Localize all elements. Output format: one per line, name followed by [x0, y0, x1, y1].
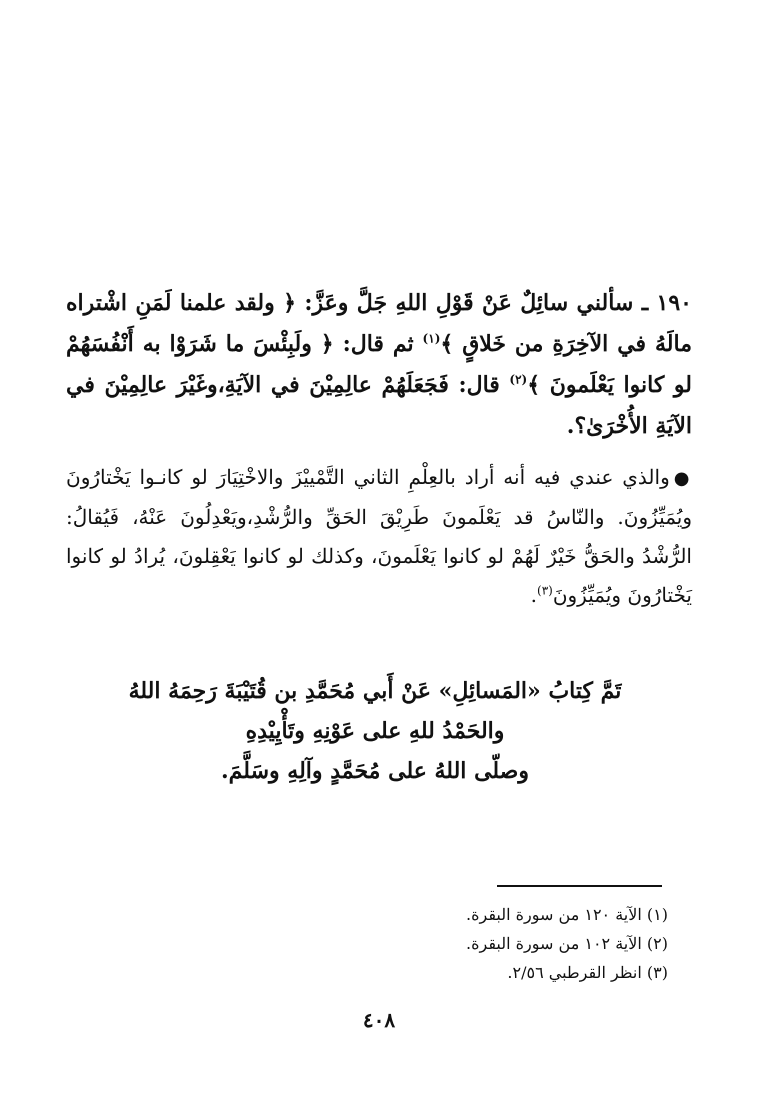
- colophon-line-1: تَمَّ كِتابُ «المَسائِلِ» عَنْ أَبي مُحَمَّدِ بن قُتَيْبَةَ رَحِمَهُ اللهُ: [128, 678, 622, 704]
- question-continuation: ثم قال: ﴿ ولَبِئْسَ ما شَرَوْا به أَنْفُسَهُمْ لو كانوا يَعْلَمونَ ﴾: [66, 331, 692, 398]
- footnotes: [300, 900, 668, 987]
- footnote-2: (٢) الآية ١٠٢ من سورة البقرة.: [466, 934, 668, 953]
- footnote-1: (١) الآية ١٢٠ من سورة البقرة.: [466, 905, 668, 924]
- answer-paragraph: [66, 458, 692, 615]
- page-number: ٤٠٨: [362, 1008, 396, 1032]
- bullet-marker: ●: [673, 468, 692, 489]
- colophon-line-3: وصلّى اللهُ على مُحَمَّدٍ وآلِهِ وسَلَّمَ.: [221, 758, 529, 784]
- question-paragraph: [66, 283, 692, 447]
- footnote-divider: [497, 885, 662, 887]
- question-text: ١٩٠ ـ سألني سائِلٌ عَنْ قَوْلِ اللهِ جَلَّ وعَزَّ: ﴿ ولقد علمنا لَمَنِ اشْتراه مالَهُ في الآخِرَةِ من خَلاقٍ ﴾: [66, 290, 692, 357]
- answer-text: والذي عندي فيه أنه أراد بالعِلْمِ الثاني التَّمْييْزَ والاخْتِيَارَ لو كانـوا يَخْتارُونَ ويُمَيِّزُونَ. والنّاسُ قد يَعْلَمونَ طَرِيْقَ الحَقِّ والرُّشْدِ،ويَعْدِلُونَ عَنْهُ، فَيُقالُ: الرُّشْدُ والحَقُّ خَيْرٌ لَهُمْ لو كانوا يَعْلَمونَ، وكذلك لو كانوا يَعْقِلونَ، يُرادُ لو كانوا يَخْتارُونَ ويُمَيِّزُونَ: [66, 465, 692, 607]
- footnote-ref-3: (٣): [537, 583, 553, 598]
- colophon-line-2: والحَمْدُ للهِ على عَوْنِهِ وتَأْيِيْدِهِ: [245, 718, 505, 744]
- question-ending: قال: فَجَعَلَهُمْ عالِمِيْنَ في الآيَةِ،وغَيْرَ عالِمِيْنَ في الآيَةِ الأُخْرَىٰ؟.: [66, 372, 692, 439]
- answer-ending: .: [530, 583, 537, 607]
- colophon: [120, 671, 630, 791]
- footnote-3: (٣) انظر القرطبي ٢/٥٦.: [507, 963, 668, 982]
- footnote-ref-2: (٢): [509, 372, 528, 387]
- footnote-ref-1: (١): [422, 331, 441, 346]
